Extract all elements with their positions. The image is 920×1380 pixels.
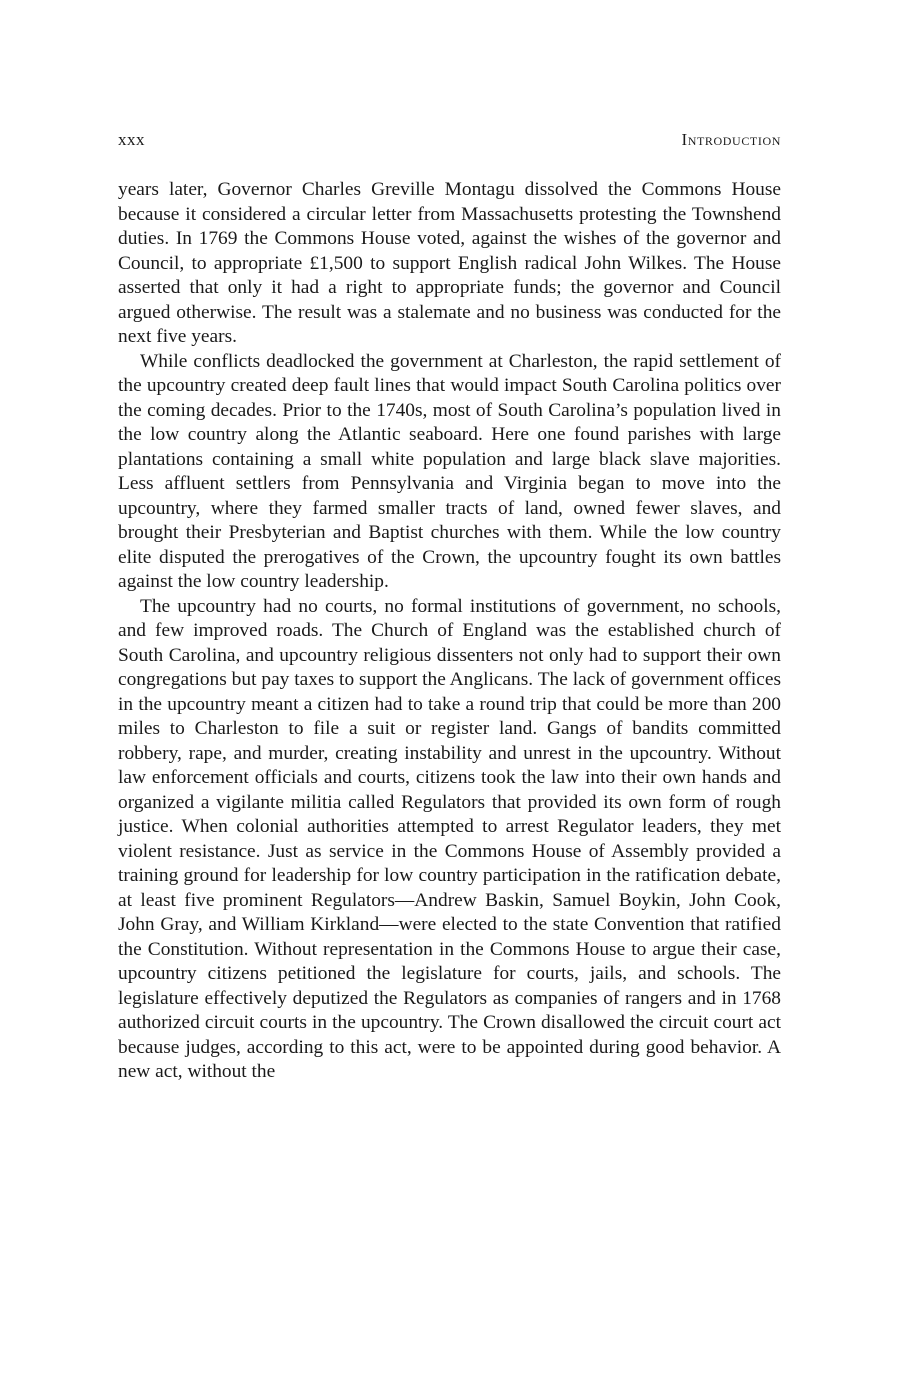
section-title: Introduction (681, 130, 781, 149)
paragraph: While conflicts deadlocked the government at Charleston, the rapid settlement of the upcountry created deep fault lines that would impact South Carolina politics over the coming decades. Prior to the 1740s, most of South Carolina’s population lived in the low country along the Atlantic seaboard. Here one found parishes with large plantations containing a small white population and large black slave majorities. Less affluent settlers from Pennsylvania and Virginia began to move into the upcountry, where they farmed smaller tracts of land, owned fewer slaves, and brought their Presbyterian and Baptist churches with them. While the low country elite disputed the prerogatives of the Crown, the upcountry fought its own battles against the low country leadership. (118, 350, 781, 592)
running-head (118, 128, 781, 152)
paragraph-continued: years later, Governor Charles Greville Montagu dissolved the Commons House because it considered a circular letter from Massachusetts protesting the Townshend duties. In 1769 the Commons House voted, against the wishes of the governor and Council, to appropriate £1,500 to support English radical John Wilkes. The House asserted that only it had a right to appropriate funds; the governor and Council argued otherwise. The result was a stalemate and no business was conducted for the next five years. (118, 179, 781, 347)
page-number: xxx (118, 130, 145, 149)
body-text (118, 178, 781, 1085)
book-page (118, 128, 781, 1085)
paragraph: The upcountry had no courts, no formal institutions of government, no schools, and few improved roads. The Church of England was the established church of South Carolina, and upcountry religious dissenters not only had to support their own congregations but pay taxes to support the Anglicans. The lack of government offices in the upcountry meant a citizen had to take a round trip that could be more than 200 miles to Charleston to file a suit or register land. Gangs of bandits committed robbery, rape, and murder, creating instability and unrest in the upcountry. Without law enforcement officials and courts, citizens took the law into their own hands and organized a vigilante militia called Regulators that provided its own form of rough justice. When colonial authorities attempted to arrest Regulator leaders, they met violent resistance. Just as service in the Commons House of Assembly provided a training ground for leadership for low country participation in the ratification debate, at least five prominent Regulators—Andrew Baskin, Samuel Boykin, John Cook, John Gray, and William Kirkland—were elected to the state Convention that ratified the Constitution. Without representation in the Commons House to argue their case, upcountry citizens petitioned the legislature for courts, jails, and schools. The legislature effectively deputized the Regulators as companies of rangers and in 1768 authorized circuit courts in the upcountry. The Crown disallowed the circuit court act because judges, according to this act, were to be appointed during good behavior. A new act, without the (118, 595, 781, 1082)
